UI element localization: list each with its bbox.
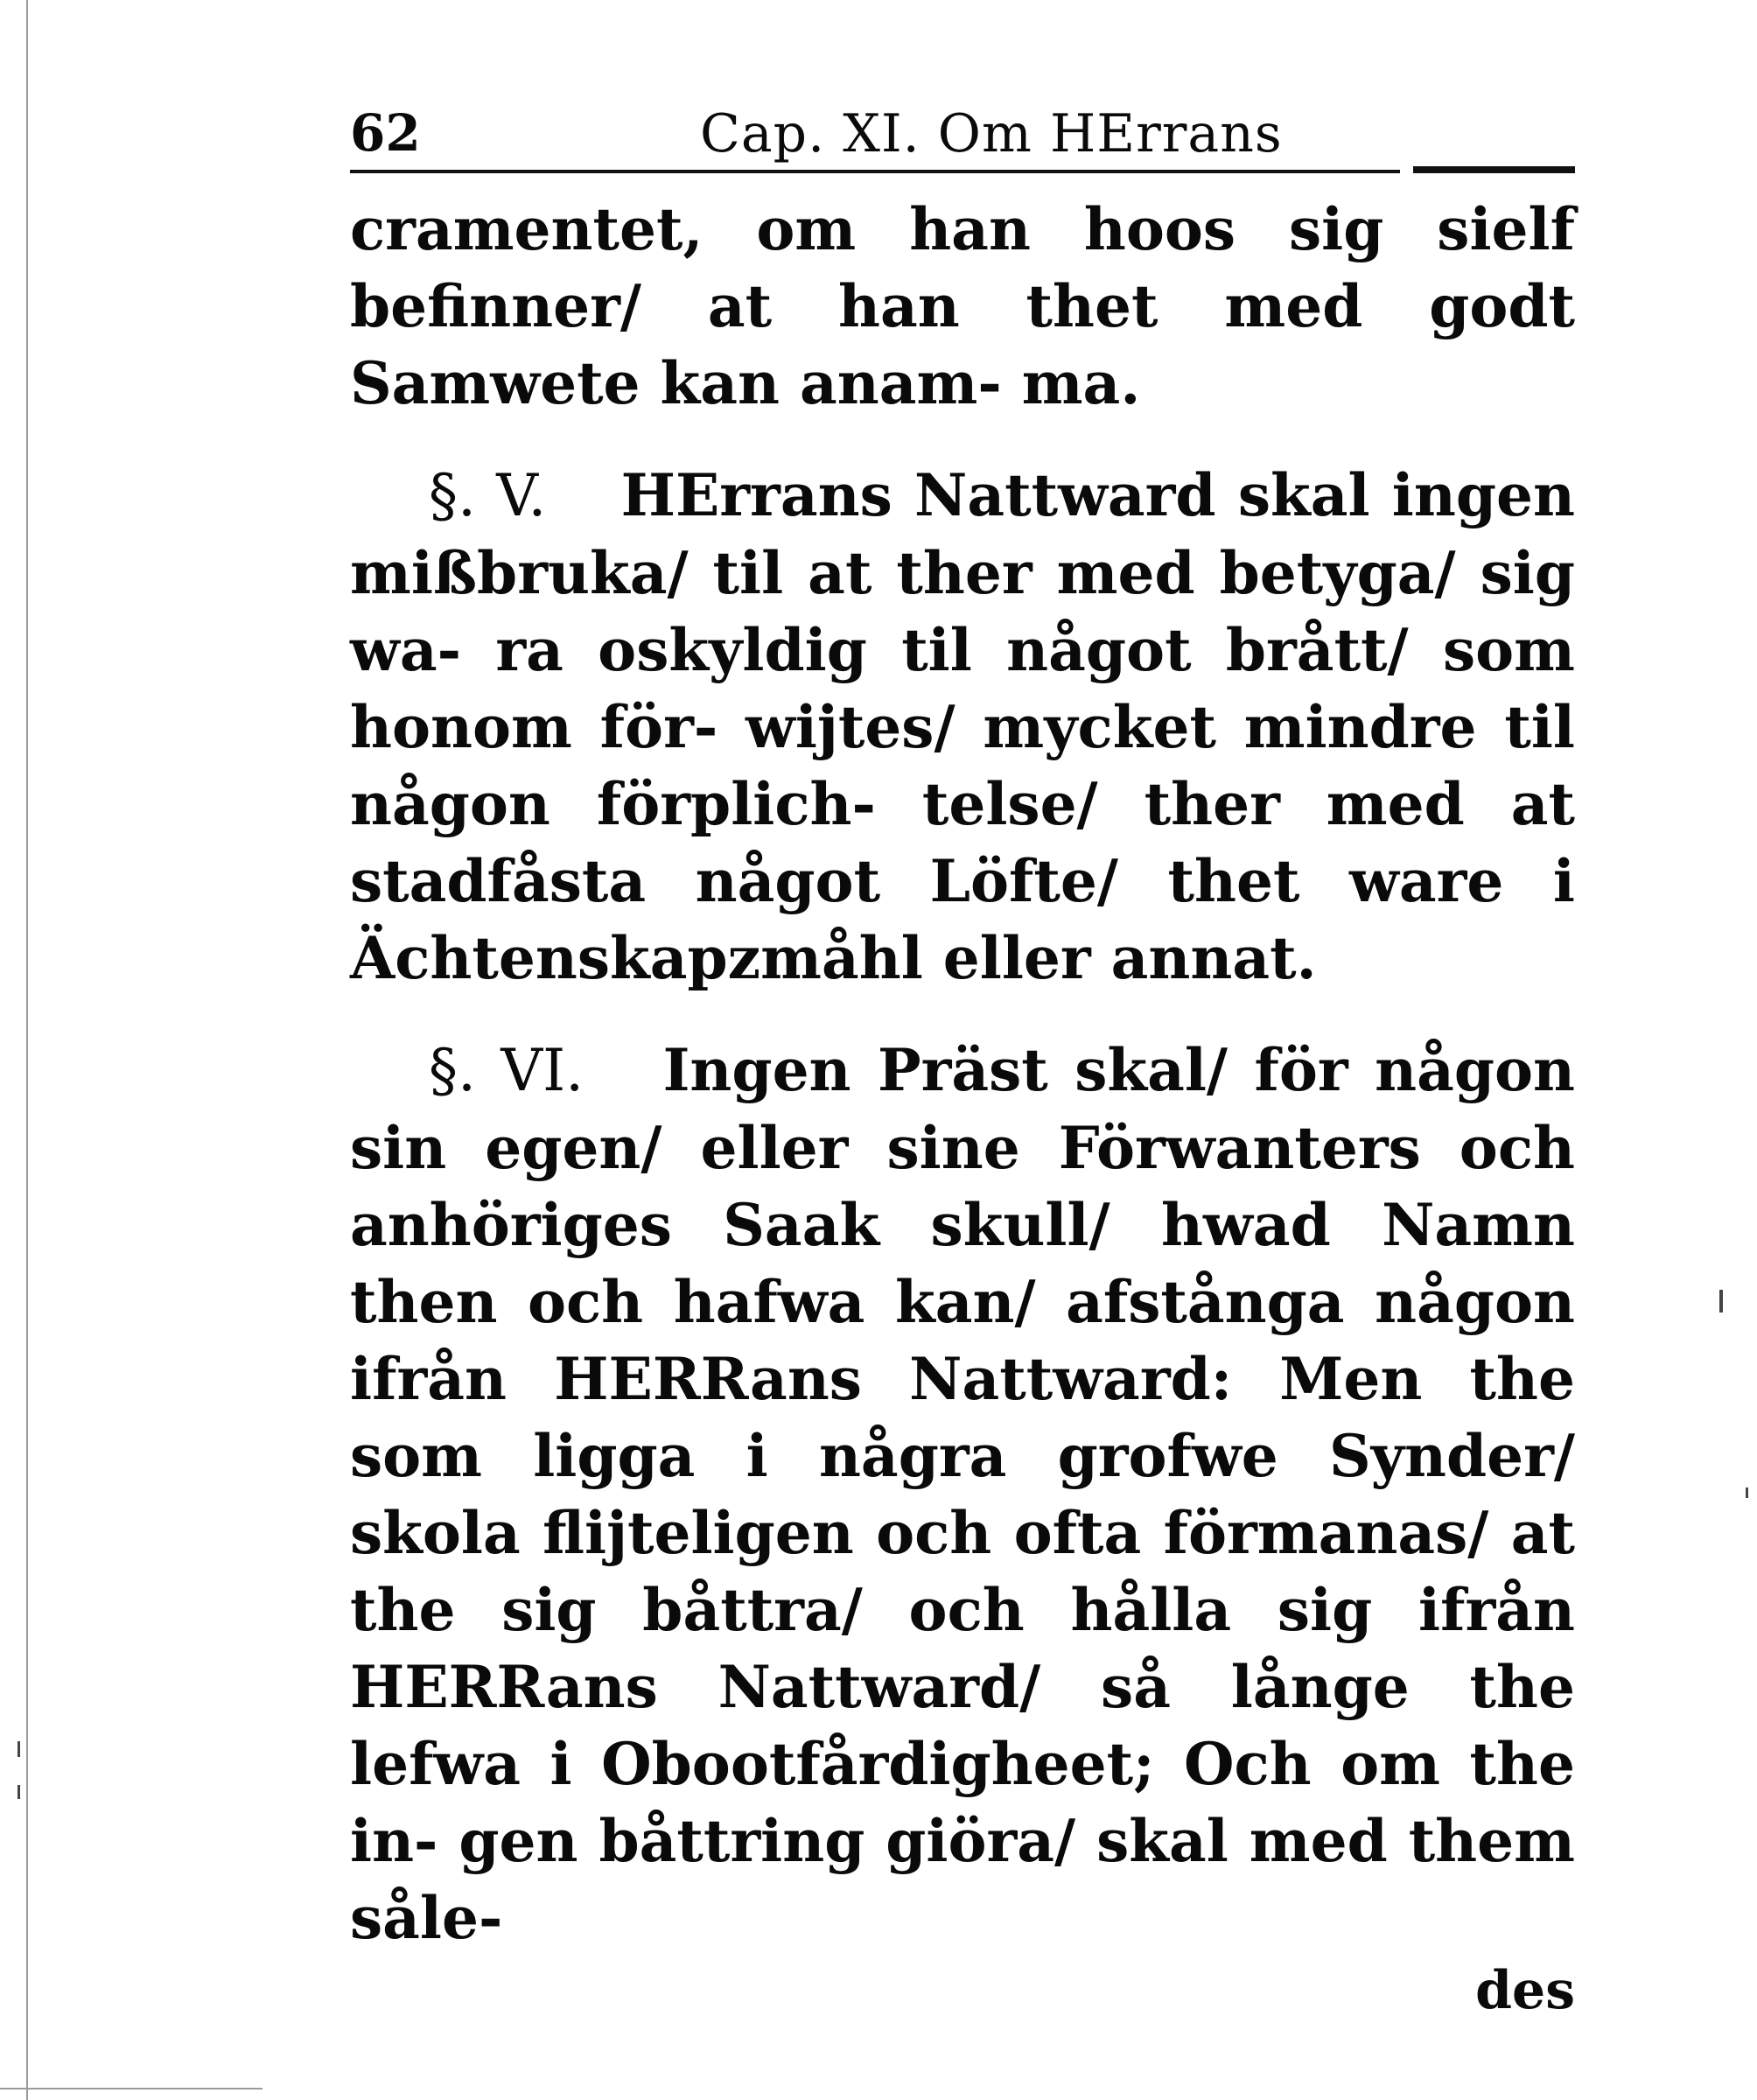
scan-speck — [1719, 1290, 1723, 1312]
section-v — [350, 457, 1575, 997]
scan-bottom-line — [0, 2088, 262, 2090]
text-line: grofwe Synder/ skola flijteligen och ofta — [350, 1422, 1575, 1567]
text-line: lefwa i Obootfårdigheet; Och om the in- — [350, 1730, 1575, 1875]
text-line: cramentet, om han hoos sig sielf befinner/ — [350, 195, 1575, 340]
text-line: ifrån HERRans Nattward/ så långe the — [350, 1576, 1575, 1721]
running-head: Cap. XI. Om HErrans — [700, 103, 1283, 164]
section-vi — [350, 1032, 1575, 1956]
text-line: Saak skull/ hwad Namn then och hafwa — [350, 1191, 1575, 1336]
text-line: ra oskyldig til något brått/ som honom för- — [350, 616, 1575, 761]
text-line: mißbruka/ til at ther med betyga/ sig wa- — [350, 539, 1575, 684]
header-rule-thin — [350, 170, 1400, 173]
header-rule-thick — [1413, 166, 1575, 173]
text-line: wijtes/ mycket mindre til någon förplich- — [350, 693, 1575, 838]
header-rule — [350, 166, 1575, 178]
scan-speck — [1746, 1488, 1748, 1498]
paragraph-continuation — [350, 191, 1575, 422]
text-line: Ingen Präst skal/ för någon sin — [350, 1036, 1575, 1182]
section-mark: §. VI. — [429, 1037, 584, 1104]
scan-speck — [18, 1785, 20, 1799]
text-line: ma. — [1021, 349, 1141, 417]
scan-margin-line — [26, 0, 28, 2100]
text-line: telse/ ther med at stadfåsta något Löfte/ thet — [350, 770, 1575, 915]
text-line: gen båttring giöra/ skal med them såle- — [350, 1807, 1575, 1952]
catchword: des — [1475, 1960, 1575, 2021]
section-mark: §. V. — [429, 462, 547, 529]
text-line: förmanas/ at the sig båttra/ och hålla sig — [350, 1499, 1575, 1644]
text-line: kan/ afstånga någon ifrån HERRans — [350, 1268, 1575, 1413]
text-line: ware i Ächtenskapzmåhl eller annat. — [350, 847, 1575, 992]
text-line: Nattward: Men the som ligga i några — [350, 1345, 1575, 1490]
text-line: HErrans Nattward skal ingen — [620, 461, 1575, 529]
page-number: 62 — [350, 103, 421, 163]
book-page — [350, 88, 1576, 2021]
scan-speck — [18, 1741, 20, 1757]
text-line: egen/ eller sine Förwanters och anhöriges — [350, 1114, 1575, 1259]
page-header — [350, 88, 1575, 166]
text-line: at han thet med godt Samwete kan anam- — [350, 272, 1576, 417]
